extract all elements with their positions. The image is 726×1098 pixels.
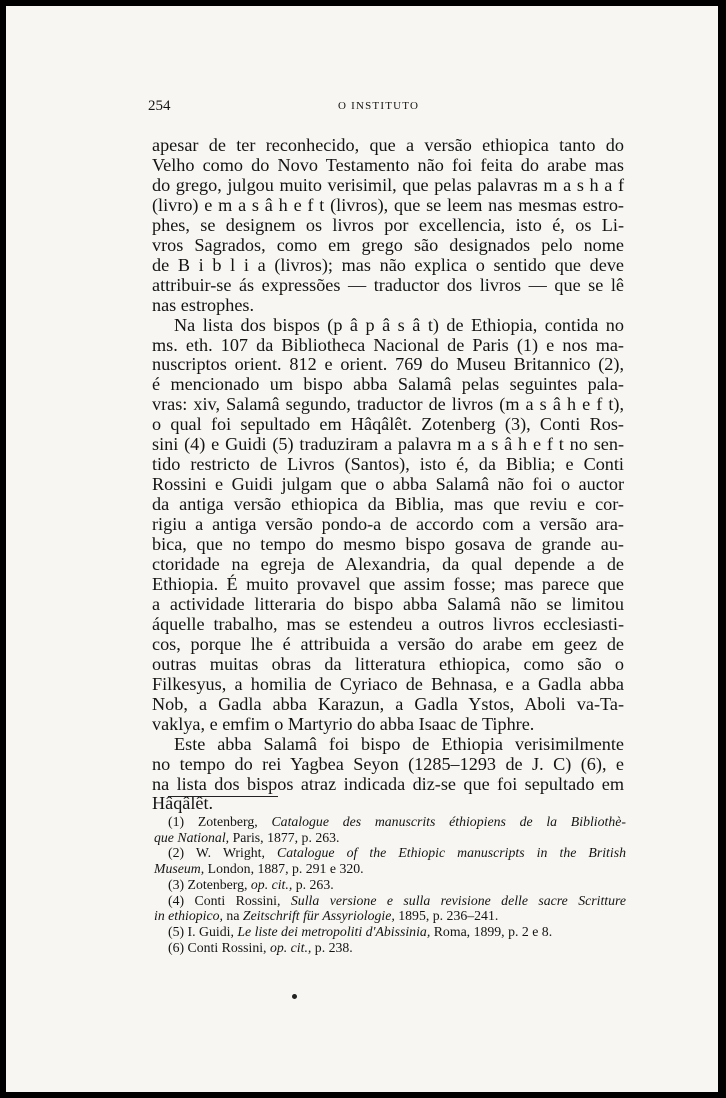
citation-journal: Zeitschrift für Assyriologie, xyxy=(242,908,395,924)
text-line: ms. eth. 107 da Bibliotheca Nacional de Paris (1) e nos ma- xyxy=(152,334,624,355)
text-line: outras muitas obras da litteratura ethiopica, como são o xyxy=(152,653,624,674)
text-line: vros Sagrados, como em grego são designados pelo nome xyxy=(152,234,624,255)
text-line: Na lista dos bispos (p â p â s â t) de Ethiopia, contida no xyxy=(174,314,624,335)
footnote-ref: (2) W. Wright, xyxy=(168,845,278,861)
page-number: 254 xyxy=(148,98,171,114)
text-line: é mencionado um bispo abba Salamâ pelas seguintes pala- xyxy=(152,374,624,395)
citation-title: Catalogue des manuscrits éthiopiens de la Bibliothè- xyxy=(271,814,626,829)
citation-detail: London, 1887, p. 291 e 320. xyxy=(204,861,364,877)
text-line: cos, porque lhe é attribuida a versão do arabe em geez de xyxy=(152,633,624,654)
citation-title: op. cit., xyxy=(250,876,293,892)
footnote-line xyxy=(154,908,626,924)
text-line: Filkesyus, a homilia de Cyriaco de Behnasa, e a Gadla abba xyxy=(152,673,624,694)
citation-title: Museum, xyxy=(154,861,205,877)
footnote-divider xyxy=(168,796,278,797)
text-line: attribuir-se ás expressões — traductor dos livros — que se lê xyxy=(152,274,624,295)
text-line: vras: xiv, Salamâ segundo, traductor de livros (m a s â h e f t), xyxy=(152,394,624,415)
ink-speck xyxy=(292,994,297,999)
citation-detail: na xyxy=(222,908,243,924)
footnote-ref: (5) I. Guidi, xyxy=(168,923,238,939)
text-line: no tempo do rei Yagbea Seyon (1285–1293 de J. C) (6), e xyxy=(152,753,624,774)
text-line: na lista dos bispos atraz indicada diz-se que foi sepultado em xyxy=(152,773,624,794)
citation-detail: Paris, 1877, p. 263. xyxy=(229,829,340,845)
footnote-3 xyxy=(154,877,626,893)
text-line: Nob, a Gadla abba Karazun, a Gadla Ystos, Aboli va-Ta- xyxy=(152,693,624,714)
footnote-line xyxy=(154,877,626,893)
footnote-line xyxy=(154,893,626,909)
footnote-2 xyxy=(154,845,626,876)
text-line: bica, que no tempo do mesmo bispo gosava de grande au- xyxy=(152,534,624,555)
text-line: nas estrophes. xyxy=(152,294,255,315)
citation-detail: 1895, p. 236–241. xyxy=(394,908,499,924)
text-line: do grego, julgou muito verisimil, que pelas palavras m a s h a f xyxy=(152,174,624,195)
text-line: Rossini e Guidi julgam que o abba Salamâ não foi o auctor xyxy=(152,474,624,495)
footnote-1 xyxy=(154,814,626,845)
text-line: tido restricto de Livros (Santos), isto é, da Biblia; e Conti xyxy=(152,454,624,475)
footnote-4 xyxy=(154,893,626,924)
footnotes xyxy=(154,814,626,955)
text-line: vaklya, e emfim o Martyrio do abba Isaac de Tiphre. xyxy=(152,713,535,734)
text-line: sini (4) e Guidi (5) traduziram a palavra m a s â h e f t no sen- xyxy=(152,434,624,455)
text-line: phes, se designem os livros por excellencia, isto é, os Li- xyxy=(152,214,624,235)
citation-title: que National, xyxy=(154,829,230,845)
citation-title: Sulla versione e sulla revisione delle sacre Scritture xyxy=(290,892,626,908)
text-line: apesar de ter reconhecido, que a versão ethiopica tanto do xyxy=(152,135,624,155)
footnote-line xyxy=(154,830,626,846)
footnote-ref: (6) Conti Rossini, xyxy=(168,939,270,955)
text-line: de B i b l i a (livros); mas não explica o sentido que deve xyxy=(152,254,624,275)
book-page xyxy=(6,6,718,1092)
citation-detail: p. 263. xyxy=(292,876,334,892)
footnote-line xyxy=(154,814,626,830)
text-line: o qual foi sepultado em Hâqâlêt. Zotenberg (3), Conti Ros- xyxy=(152,414,624,435)
citation-title: Le liste dei metropoliti d'Abissinia, xyxy=(237,923,431,939)
text-line: Ethiopia. É muito provavel que assim fosse; mas parece que xyxy=(152,573,624,594)
text-line: nuscriptos orient. 812 e orient. 769 do Museu Britannico (2), xyxy=(152,354,624,375)
footnote-ref: (3) Zotenberg, xyxy=(168,876,251,892)
citation-title: in ethiopico, xyxy=(154,908,223,924)
text-line: Velho como do Novo Testamento não foi feita do arabe mas xyxy=(152,154,624,175)
footnote-line xyxy=(154,940,626,956)
footnote-line xyxy=(154,845,626,861)
text-line: a actividade litteraria do bispo abba Salamâ não se limitou xyxy=(152,593,624,614)
footnote-5 xyxy=(154,924,626,940)
text-line: rigiu a antiga versão pondo-a de accordo com a versão ara- xyxy=(152,514,624,535)
text-line: ctoridade na egreja de Alexandria, da qual depende a de xyxy=(152,554,624,575)
citation-title: op. cit., xyxy=(269,939,312,955)
text-line: da antiga versão ethiopica da Biblia, mas que reviu e cor- xyxy=(152,494,624,515)
text-line: Este abba Salamâ foi bispo de Ethiopia verisimilmente xyxy=(174,733,624,754)
main-text xyxy=(152,136,624,814)
footnote-line xyxy=(154,861,626,877)
citation-detail: p. 238. xyxy=(311,939,353,955)
footnote-6 xyxy=(154,940,626,956)
footnote-line xyxy=(154,924,626,940)
text-line: áquelle trabalho, mas se estendeu a outros livros ecclesiasti- xyxy=(152,613,624,634)
footnote-ref: (1) Zotenberg, xyxy=(168,814,272,829)
footnote-ref: (4) Conti Rossini, xyxy=(168,892,291,908)
journal-title: O INSTITUTO xyxy=(338,100,420,112)
text-line: Hâqâlêt. xyxy=(152,793,214,814)
citation-detail: Roma, 1899, p. 2 e 8. xyxy=(430,923,553,939)
citation-title: Catalogue of the Ethiopic manuscripts in the British xyxy=(277,845,626,861)
text-line: (livro) e m a s â h e f t (livros), que se leem nas mesmas estro- xyxy=(152,194,624,215)
